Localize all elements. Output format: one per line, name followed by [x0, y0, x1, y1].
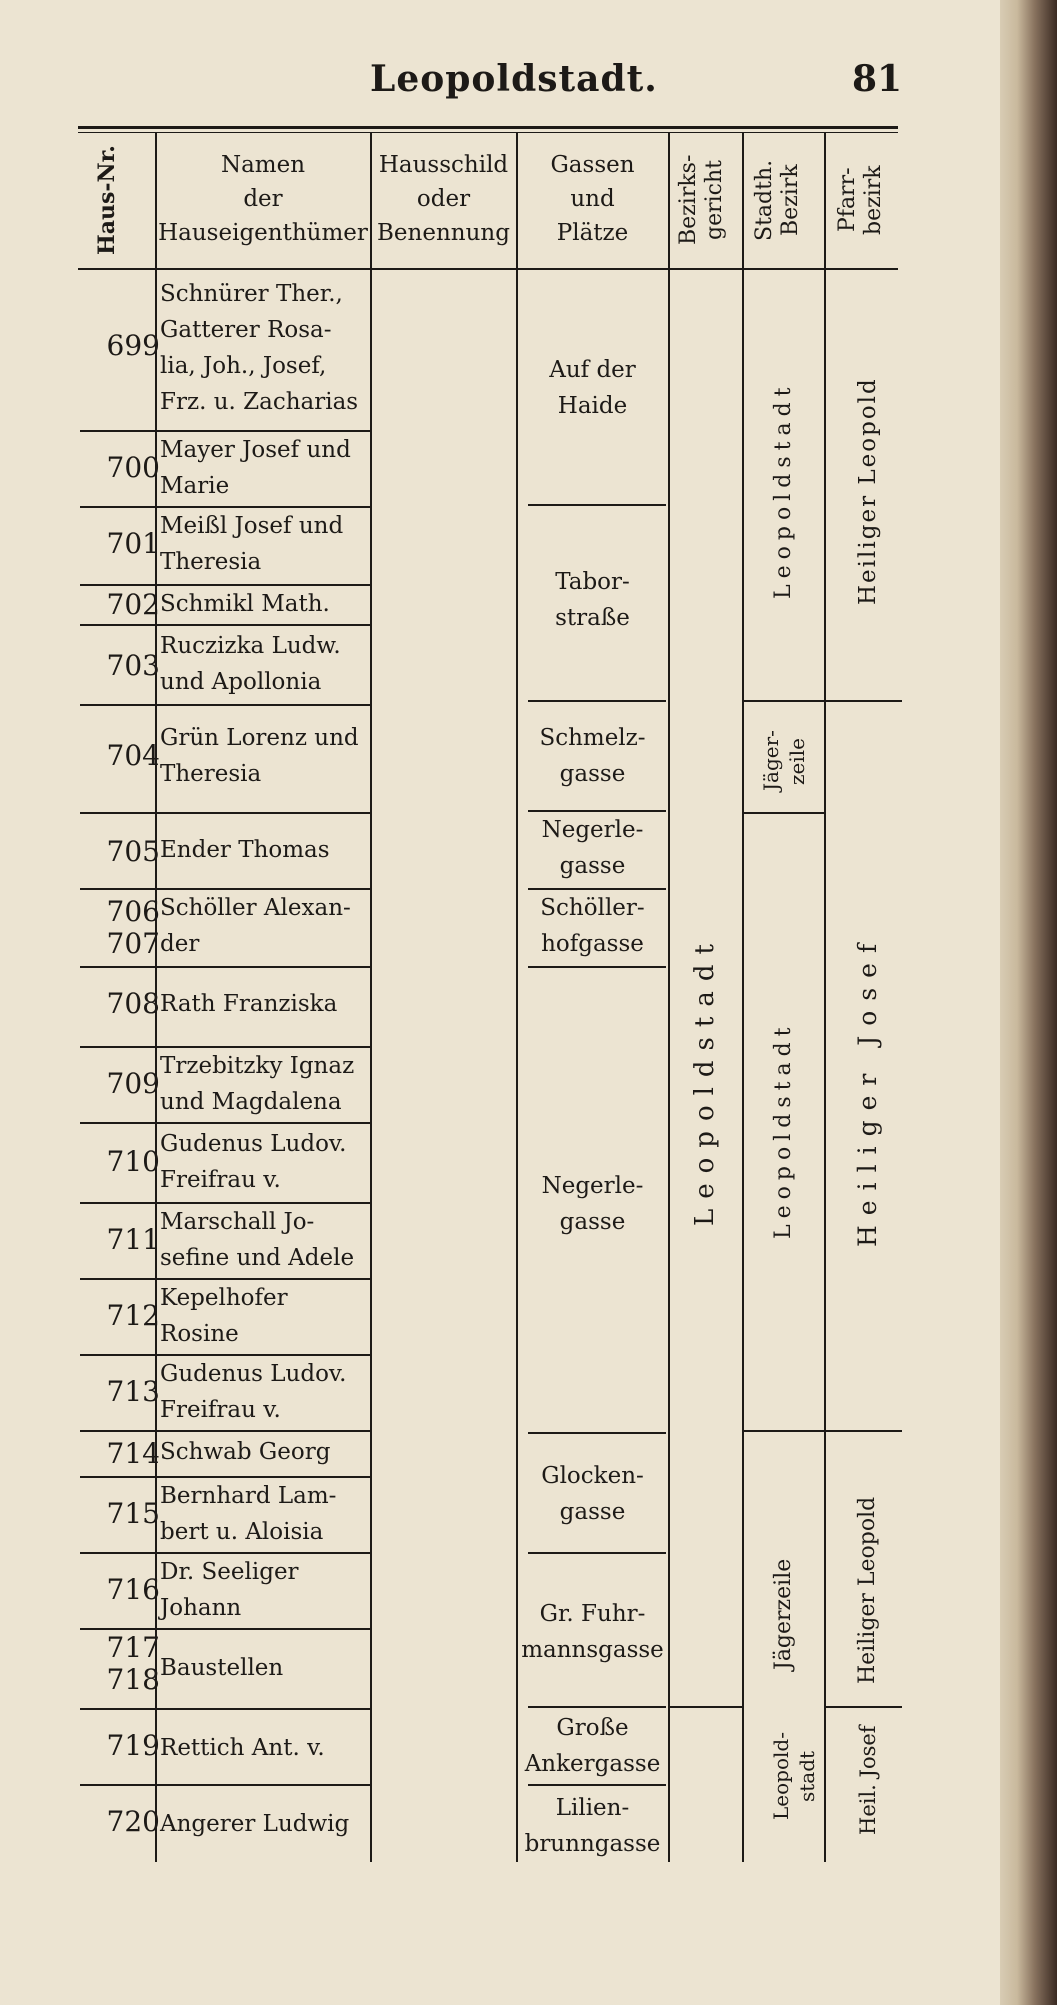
house-number: 713: [106, 1375, 160, 1408]
col-divider: [824, 132, 826, 1862]
street-name: Negerle- gasse: [541, 1173, 644, 1235]
col-header-hausschild: Hausschild oder Benennung: [377, 152, 510, 246]
street-name: Schöller- hofgasse: [540, 895, 645, 957]
page-title: Leopoldstadt.: [370, 58, 658, 100]
house-number: 714: [106, 1437, 160, 1470]
house-number: 711: [106, 1223, 160, 1256]
owner-name: Rettich Ant. v.: [160, 1735, 325, 1761]
row-separator: [80, 966, 370, 968]
street-separator: [528, 700, 666, 702]
bezirksgericht-label: Leopoldstadt: [690, 934, 720, 1226]
bezirksgericht-label-last: Leopold- stadt: [769, 1732, 819, 1820]
house-number: 706 707: [106, 895, 160, 960]
pfarrbezirk-label: Heil. Josef: [856, 1725, 880, 1835]
house-number: 719: [106, 1729, 160, 1762]
street-separator: [528, 1432, 666, 1434]
house-number: 704: [106, 739, 160, 772]
street-separator: [528, 1784, 666, 1786]
stadtbezirk-label: Jägerzeile: [771, 1558, 796, 1670]
owner-name: Grün Lorenz und Theresia: [160, 725, 359, 787]
pfarrbezirk-label: Heiliger Leopold: [855, 1496, 880, 1684]
col-divider: [668, 132, 670, 1862]
owner-name: Schnürer Ther., Gatterer Rosa- lia, Joh., Josef, Frz. u. Zacharias: [160, 281, 359, 415]
street-separator: [528, 1552, 666, 1554]
owner-name: Bernhard Lam- bert u. Aloisia: [160, 1483, 337, 1545]
house-number: 699: [106, 329, 160, 362]
street-name: Glocken- gasse: [541, 1463, 644, 1525]
stadtbezirk-label: Leopoldstadt: [771, 1021, 796, 1239]
stadtbezirk-label: Jäger- zeile: [759, 730, 809, 792]
house-number: 709: [106, 1067, 160, 1100]
row-separator: [80, 812, 370, 814]
row-separator: [80, 1430, 370, 1432]
owner-name: Schwab Georg: [160, 1439, 331, 1465]
top-rule-thin: [78, 132, 898, 133]
owner-name: Marschall Jo- sefine und Adele: [160, 1209, 355, 1271]
house-number: 708: [106, 987, 160, 1020]
street-name: Auf der Haide: [549, 357, 636, 419]
house-number: 716: [106, 1573, 160, 1606]
owner-name: Meißl Josef und Theresia: [160, 513, 344, 575]
house-number: 701: [106, 527, 160, 560]
house-number: 712: [106, 1299, 160, 1332]
page-number: 81: [852, 58, 903, 100]
owner-name: Mayer Josef und Marie: [160, 437, 351, 499]
stadtbezirk-separator: [742, 700, 824, 702]
owner-name: Baustellen: [160, 1655, 284, 1681]
pfarrbezirk-label: Heiliger Leopold: [855, 377, 881, 605]
street-separator: [528, 966, 666, 968]
owner-name: Dr. Seeliger Johann: [160, 1559, 299, 1621]
col-divider: [742, 132, 744, 1862]
top-rule: [78, 126, 898, 129]
house-number: 715: [106, 1497, 160, 1530]
street-name: Tabor- straße: [555, 569, 630, 631]
col-header-namen: Namen der Hauseigenthümer: [158, 152, 368, 246]
street-separator: [528, 504, 666, 506]
street-name: Negerle- gasse: [541, 817, 644, 879]
pfarrbezirk-label: Heiliger Josef: [853, 933, 882, 1247]
street-name: Große Ankergasse: [524, 1715, 661, 1777]
row-separator: [80, 624, 370, 626]
pfarrbezirk-separator: [824, 700, 902, 702]
owner-name: Ruczizka Ludw. und Apollonia: [160, 633, 341, 695]
col-header-stadtbezirk: Stadth. Bezirk: [752, 159, 803, 241]
stadtbezirk-separator: [742, 812, 824, 814]
owner-name: Schöller Alexan- der: [160, 895, 351, 957]
house-number: 702: [106, 588, 160, 621]
stadtbezirk-label: Leopoldstadt: [771, 381, 796, 599]
house-number: 705: [106, 835, 160, 868]
col-divider: [516, 132, 518, 1862]
house-number: 720: [106, 1805, 160, 1838]
street-name: Gr. Fuhr- mannsgasse: [521, 1601, 664, 1663]
stadtbezirk-separator: [742, 1430, 824, 1432]
row-separator: [80, 1628, 370, 1630]
pfarrbezirk-separator: [824, 1706, 902, 1708]
house-number: 710: [106, 1145, 160, 1178]
owner-name: Kepelhofer Rosine: [160, 1285, 288, 1347]
owner-name: Trzebitzky Ignaz und Magdalena: [160, 1053, 355, 1115]
row-separator: [80, 704, 370, 706]
header-rule: [78, 268, 898, 270]
street-name: Lilien- brunngasse: [524, 1795, 661, 1857]
owner-name: Angerer Ludwig: [160, 1811, 350, 1837]
owner-name: Schmikl Math.: [160, 591, 330, 617]
bezirk-separator: [668, 1706, 744, 1708]
owner-name: Ender Thomas: [160, 837, 330, 863]
pfarrbezirk-separator: [824, 1430, 902, 1432]
col-header-gassen: Gassen und Plätze: [550, 152, 635, 246]
row-separator: [80, 1122, 370, 1124]
owner-name: Gudenus Ludov. Freifrau v.: [160, 1131, 347, 1193]
col-header-bezirksgericht: Bezirks- gericht: [676, 154, 727, 246]
owner-name: Rath Franziska: [160, 991, 338, 1017]
col-header-haus-nr: Haus-Nr.: [94, 145, 120, 255]
col-header-pfarrbezirk: Pfarr- bezirk: [835, 165, 886, 235]
street-separator: [528, 1706, 666, 1708]
house-number: 717 718: [106, 1631, 160, 1696]
row-separator: [80, 1708, 370, 1710]
row-separator: [80, 1784, 370, 1786]
house-number: 703: [106, 649, 160, 682]
house-number: 700: [106, 451, 160, 484]
street-name: Schmelz- gasse: [539, 725, 646, 787]
book-page-edge: [1000, 0, 1057, 2005]
owner-name: Gudenus Ludov. Freifrau v.: [160, 1361, 347, 1423]
